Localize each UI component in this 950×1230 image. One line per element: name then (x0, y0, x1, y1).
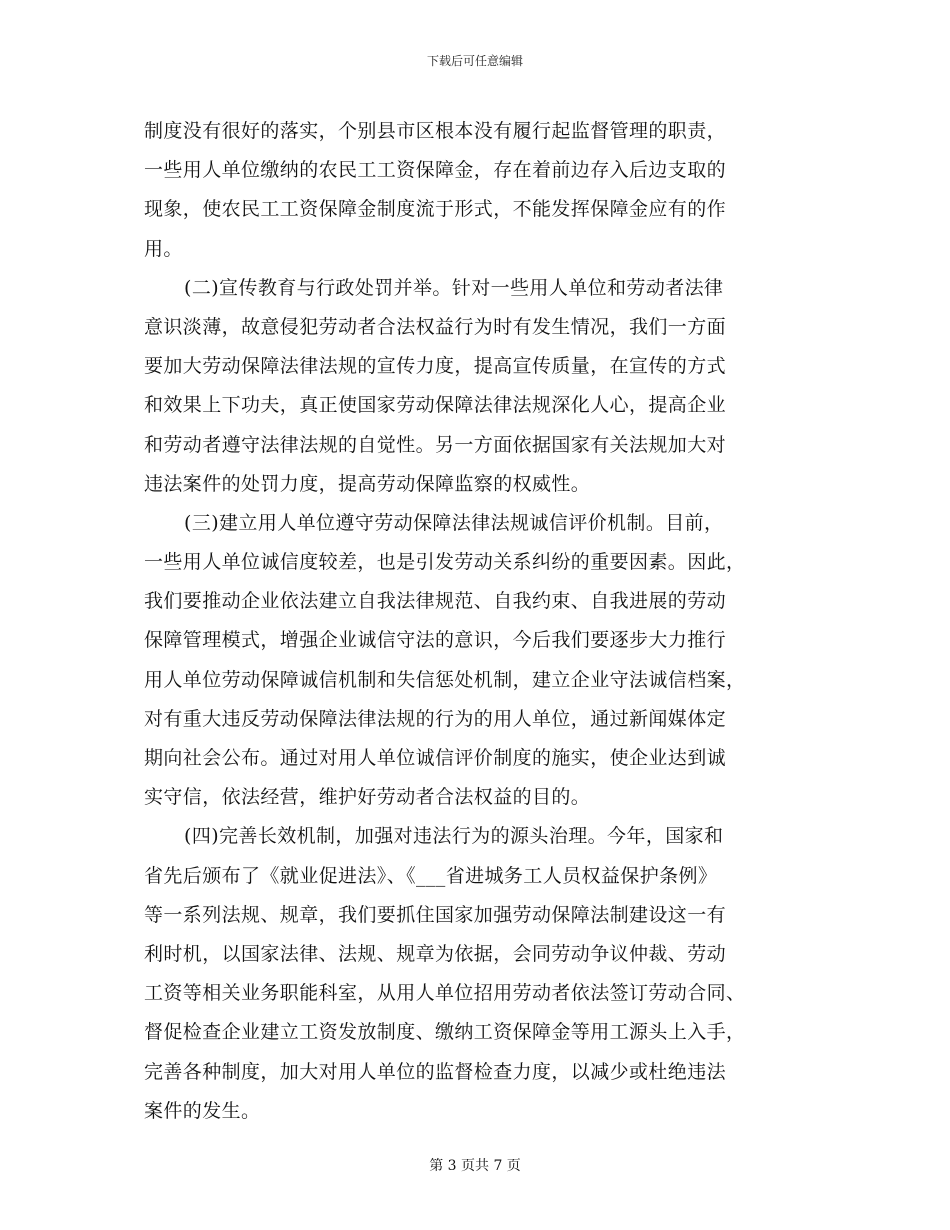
paragraph-4-line-2: 省先后颁布了《就业促进法》、《___省进城务工人员权益保护条例》 (144, 864, 718, 887)
paragraph-1-line-3: 现象，使农民工工资保障金制度流于形式，不能发挥保障金应有的作 (144, 198, 727, 221)
paragraph-1-line-1: 制度没有很好的落实，个别县市区根本没有履行起监督管理的职责， (144, 120, 727, 142)
paragraph-3-line-1: (三)建立用人单位遵守劳动保障法律法规诚信评价机制。目前， (184, 511, 724, 534)
paragraph-1-line-2: 一些用人单位缴纳的农民工工资保障金，存在着前边存入后边支取的 (144, 159, 727, 182)
paragraph-3-line-7: 期向社会公布。通过对用人单位诚信评价制度的施实，使企业达到诚 (144, 747, 727, 769)
paragraph-4-line-5: 工资等相关业务职能科室，从用人单位招用劳动者依法签订劳动合同、 (144, 982, 746, 1005)
paragraph-4-line-4: 利时机，以国家法律、法规、规章为依据，会同劳动争议仲裁、劳动 (144, 942, 727, 965)
paragraph-3-line-8: 实守信，依法经营，维护好劳动者合法权益的目的。 (144, 786, 591, 809)
paragraph-4-line-6: 督促检查企业建立工资发放制度、缴纳工资保障金等用工源头上入手， (144, 1021, 746, 1044)
paragraph-2-line-6: 违法案件的处罚力度，提高劳动保障监察的权威性。 (144, 472, 591, 495)
page-header: 下载后可任意编辑 (426, 54, 523, 68)
paragraph-4-line-3: 等一系列法规、规章，我们要抓住国家加强劳动保障法制建设这一有 (144, 903, 727, 926)
paragraph-2-line-1: (二)宣传教育与行政处罚并举。针对一些用人单位和劳动者法律 (184, 276, 724, 299)
paragraph-3-line-2: 一些用人单位诚信度较差，也是引发劳动关系纠纷的重要因素。因此， (144, 551, 746, 574)
paragraph-2-line-2: 意识淡薄，故意侵犯劳动者合法权益行为时有发生情况，我们一方面 (144, 315, 727, 338)
paragraph-4-line-7: 完善各种制度，加大对用人单位的监督检查力度，以减少或杜绝违法 (144, 1060, 727, 1083)
paragraph-3-line-3: 我们要推动企业依法建立自我法律规范、自我约束、自我进展的劳动 (144, 590, 727, 613)
paragraph-3-line-6: 对有重大违反劳动保障法律法规的行为的用人单位，通过新闻媒体定 (144, 707, 727, 730)
paragraph-1-line-4: 用。 (144, 237, 183, 260)
page-footer: 第 3 页共 7 页 (429, 1158, 521, 1174)
paragraph-4-line-1: (四)完善长效机制，加强对违法行为的源头治理。今年，国家和 (184, 825, 724, 848)
document-body (144, 112, 804, 1131)
paragraph-2-line-3: 要加大劳动保障法律法规的宣传力度，提高宣传质量，在宣传的方式 (144, 355, 727, 378)
paragraph-3-line-5: 用人单位劳动保障诚信机制和失信惩处机制，建立企业守法诚信档案， (144, 668, 746, 691)
paragraph-4-line-8: 案件的发生。 (144, 1099, 261, 1122)
paragraph-3-line-4: 保障管理模式，增强企业诚信守法的意识，今后我们要逐步大力推行 (144, 629, 727, 652)
paragraph-2-line-4: 和效果上下功夫，真正使国家劳动保障法律法规深化人心，提高企业 (144, 394, 727, 417)
paragraph-2-line-5: 和劳动者遵守法律法规的自觉性。另一方面依据国家有关法规加大对 (144, 433, 727, 456)
